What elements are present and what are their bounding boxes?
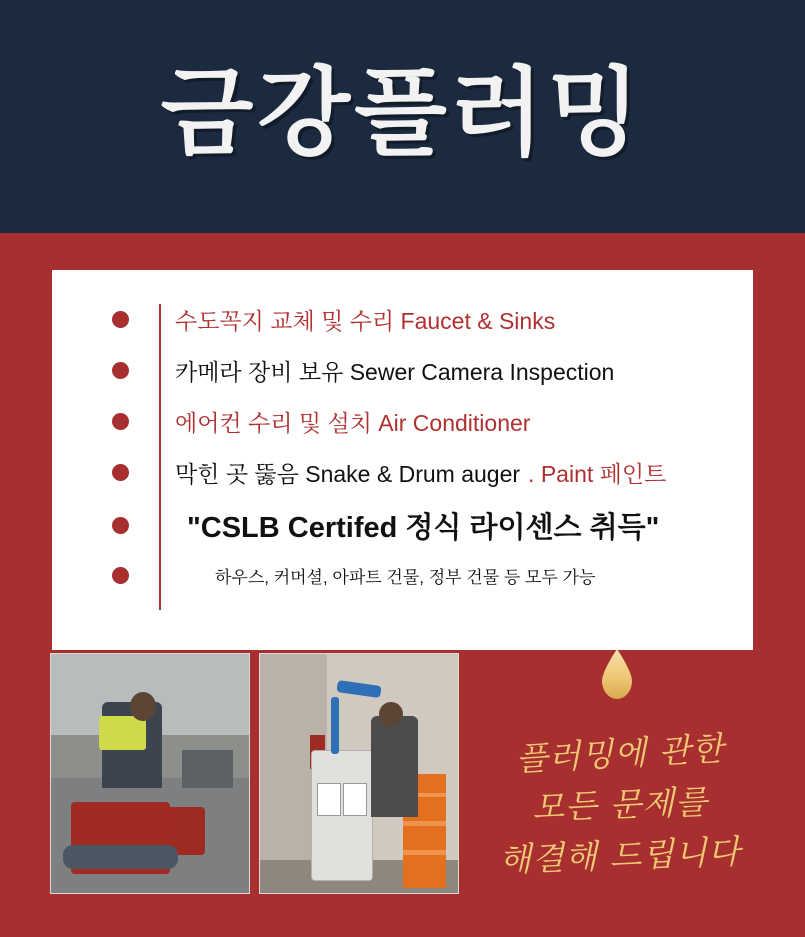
bullet-icon <box>112 362 129 379</box>
photo-region-blue-pipe <box>331 697 339 754</box>
photo-region-worker-head <box>130 692 156 721</box>
photo-region-worker-head <box>379 702 403 726</box>
tagline-block <box>470 728 770 881</box>
photo-region-heater-label-2 <box>343 783 367 816</box>
coverage-text: 하우스, 커머셜, 아파트 건물, 정부 건물 등 모두 가능 <box>215 567 596 587</box>
services-list <box>52 270 753 597</box>
bullet-icon <box>112 464 129 481</box>
photo-region-ladder-step <box>403 821 447 826</box>
photo-region-worker <box>371 716 419 816</box>
list-item <box>52 447 753 498</box>
photo-region-ladder-step <box>403 850 447 855</box>
service-label-red: . Paint 페인트 <box>528 461 667 487</box>
tagline-line-1: 플러밍에 관한 <box>514 728 726 779</box>
job-photo-water-heater <box>259 653 459 894</box>
bullet-icon <box>112 567 129 584</box>
tagline-line-3: 해결해 드립니다 <box>498 832 742 880</box>
photo-content <box>260 654 458 893</box>
service-label: 수도꼭지 교체 및 수리 Faucet & Sinks <box>175 308 556 334</box>
certification-text: "CSLB Certifed 정식 라이센스 취득" <box>187 512 660 544</box>
list-item <box>52 396 753 447</box>
bullet-icon <box>112 311 129 328</box>
list-item <box>52 498 753 553</box>
photo-region-equipment-box <box>182 750 233 788</box>
services-card <box>52 270 753 650</box>
photo-region-heater-label <box>317 783 341 816</box>
service-label: 에어컨 수리 및 설치 Air Conditioner <box>175 410 531 436</box>
poster-body <box>0 233 805 937</box>
company-name-title: 금강플러밍 <box>160 59 645 167</box>
photo-region-hose <box>63 845 178 869</box>
job-photo-drain-cleaning <box>50 653 250 894</box>
bullet-icon <box>112 413 129 430</box>
list-item <box>52 553 753 597</box>
photo-region-safety-vest <box>99 716 147 749</box>
list-item <box>52 345 753 396</box>
tagline-line-2: 모든 문제를 <box>531 782 709 828</box>
service-label: 카메라 장비 보유 Sewer Camera Inspection <box>175 359 615 385</box>
photo-content <box>51 654 249 893</box>
list-item <box>52 294 753 345</box>
service-label-dark: 막힌 곳 뚫음 Snake & Drum auger <box>175 461 521 487</box>
header-banner <box>0 0 805 233</box>
bullet-icon <box>112 517 129 534</box>
droplet-icon <box>598 648 636 700</box>
